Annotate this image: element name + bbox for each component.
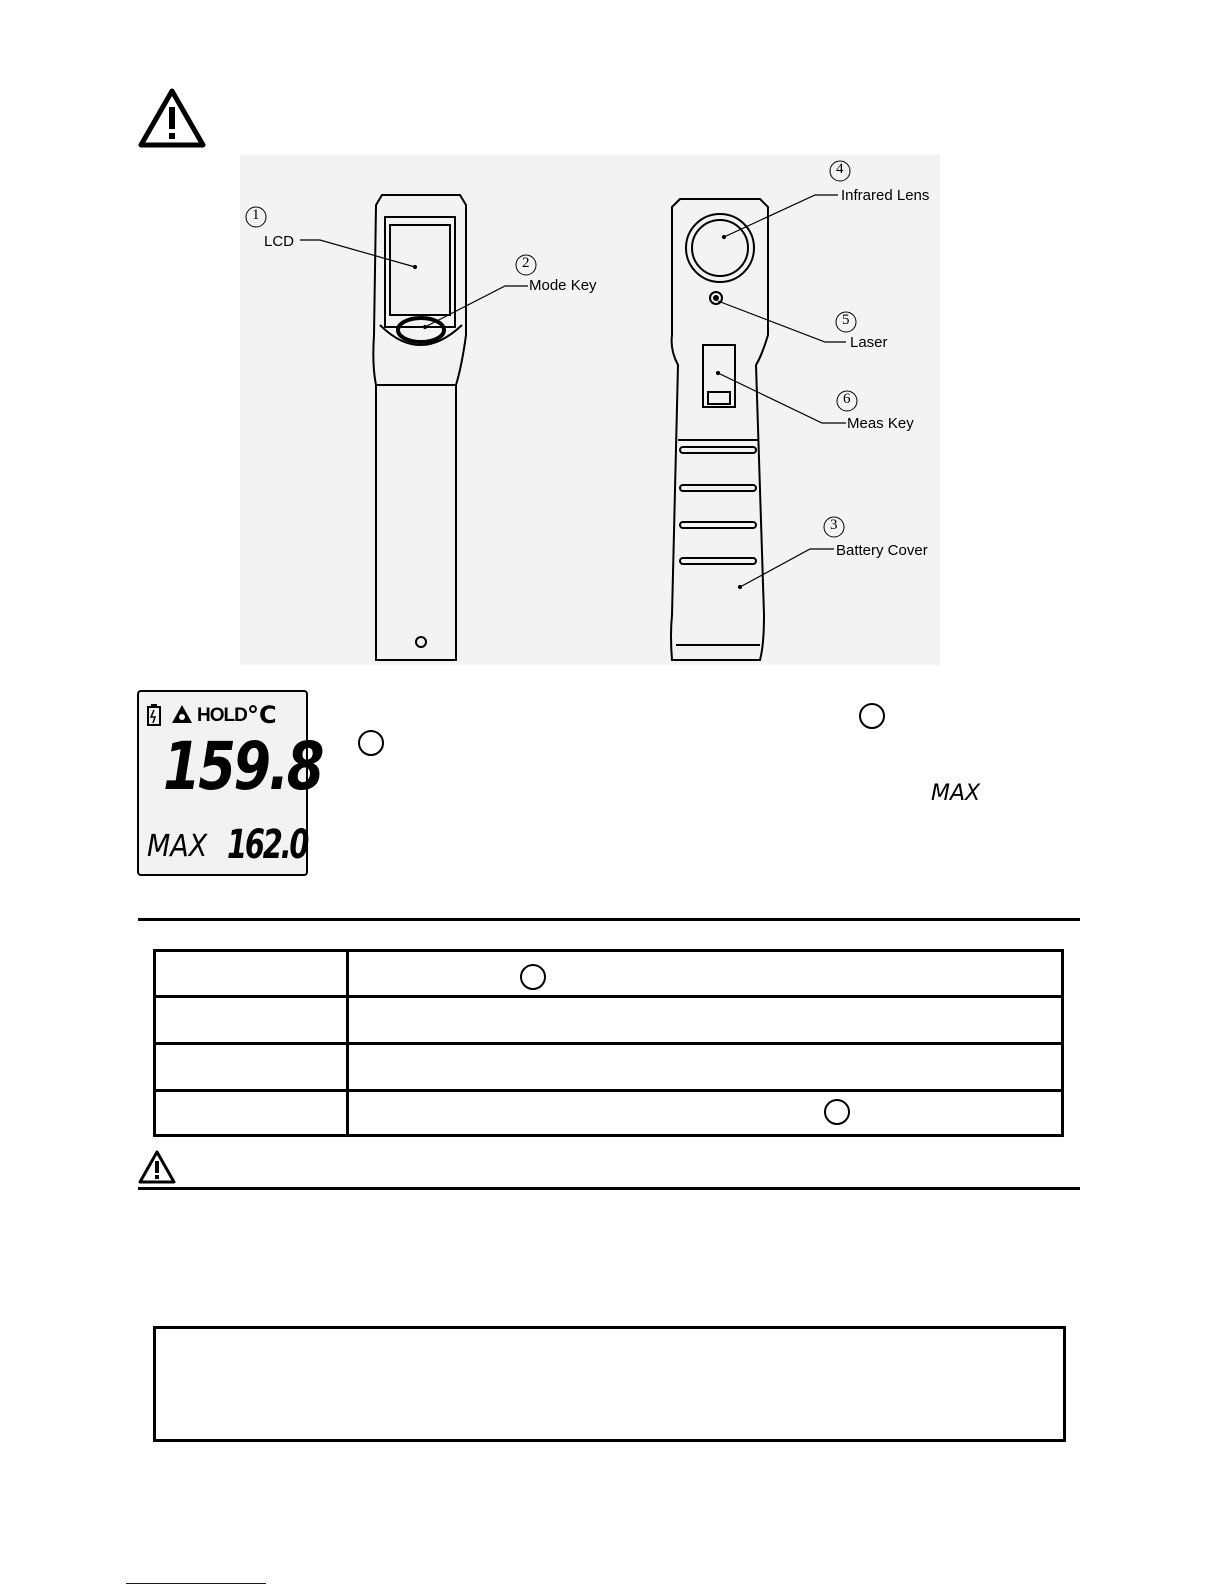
key-symbol-ring: [859, 703, 885, 729]
main-reading: 159.8: [163, 728, 322, 805]
table-row-divider: [156, 1042, 1061, 1045]
callout-4-number: 4: [836, 161, 844, 177]
warning-triangle-icon: [137, 86, 207, 150]
warning-triangle-small-icon: [137, 1149, 177, 1185]
callout-mode-key-label: Mode Key: [529, 277, 597, 294]
battery-icon: [147, 704, 161, 726]
unit-indicator: °C: [247, 701, 277, 729]
key-symbol-ring: [358, 730, 384, 756]
table-row-divider: [156, 995, 1061, 998]
table-key-ring: [824, 1099, 850, 1125]
mode-reading: 162.0: [227, 822, 308, 868]
callout-laser-label: Laser: [850, 334, 888, 351]
callout-battery-cover-label: Battery Cover: [836, 542, 928, 559]
callout-1-number: 1: [252, 207, 260, 223]
callout-1: [244, 205, 268, 234]
callout-3-number: 3: [830, 517, 838, 533]
callout-3: [822, 515, 846, 544]
section-rule-bottom: [138, 1187, 1080, 1190]
section-rule-top: [138, 918, 1080, 921]
callout-6: [835, 389, 859, 418]
callout-meas-key-label: Meas Key: [847, 415, 914, 432]
laser-warning-icon: [171, 704, 193, 724]
mode-label: MAX: [147, 829, 208, 864]
callout-6-number: 6: [843, 391, 851, 407]
hold-indicator: HOLD: [197, 705, 247, 726]
callout-lcd-label: LCD: [264, 233, 295, 250]
table-key-ring: [520, 964, 546, 990]
callout-5-number: 5: [842, 312, 850, 328]
callout-2-number: 2: [522, 255, 530, 271]
callout-infrared-lens-label: Infrared Lens: [841, 187, 930, 204]
footer-link-underline[interactable]: [126, 1583, 266, 1584]
note-box: [153, 1326, 1066, 1442]
inline-max-symbol: MAX: [931, 781, 981, 806]
callout-4: [828, 159, 852, 188]
lcd-example-panel: [137, 690, 322, 876]
table-row-divider: [156, 1089, 1061, 1092]
spec-table: [153, 949, 1064, 1137]
